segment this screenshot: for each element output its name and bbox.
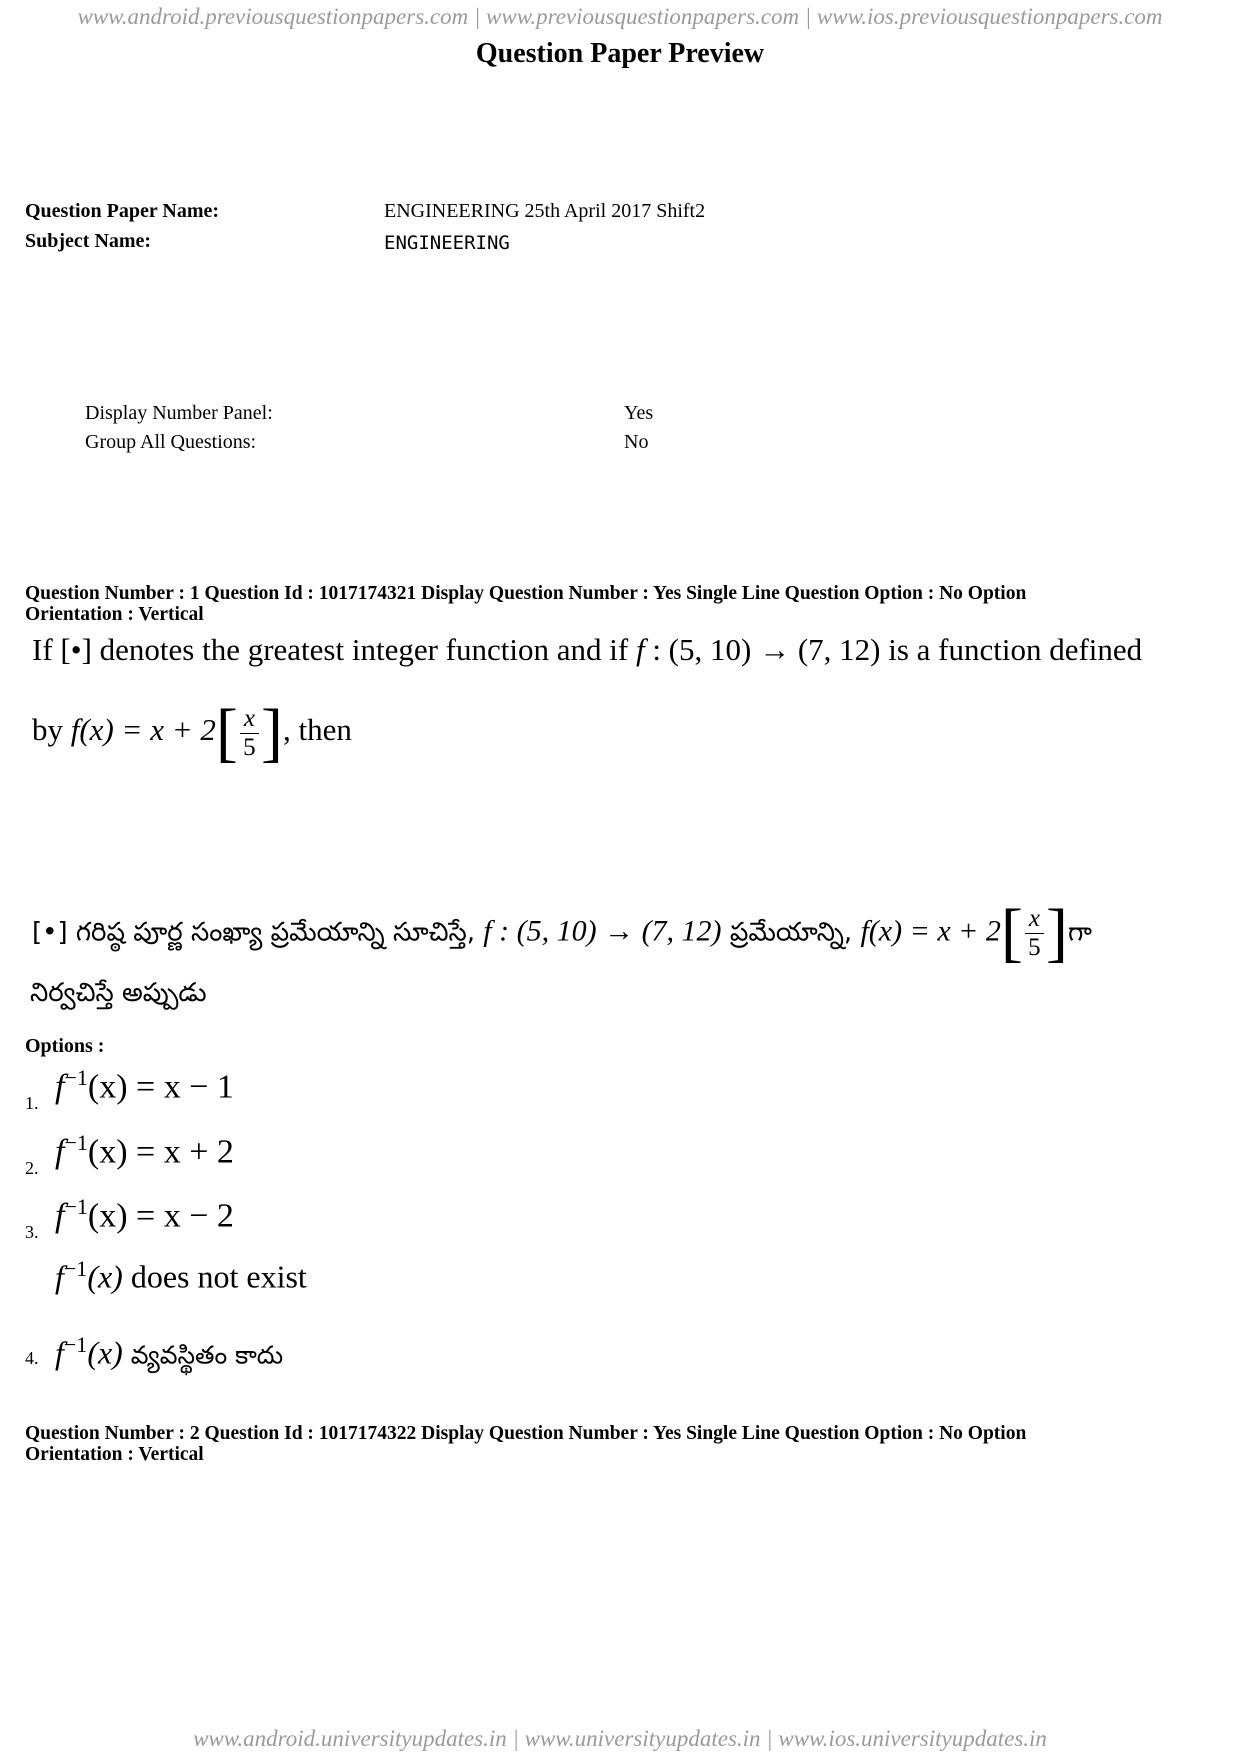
option-4-number: 4. (25, 1348, 39, 1368)
options-label: Options : (25, 1035, 105, 1057)
page-title: Question Paper Preview (475, 38, 765, 69)
q1-func: f (635, 632, 645, 667)
option-4-te-f: f (55, 1334, 64, 1371)
option-2-f: f (55, 1133, 65, 1171)
q1-te-map: f : (5, 10) → (7, 12) (483, 914, 722, 948)
te-right-bracket-icon: ] (1045, 896, 1068, 969)
q1-te-fraction (1025, 905, 1044, 962)
option-1-expr (55, 1065, 234, 1106)
q1-then: , then (282, 712, 352, 748)
left-bracket-icon: [ (215, 696, 238, 769)
option-4-te-rest: (x) (87, 1334, 123, 1371)
option-2-rest: (x) = x + 2 (87, 1133, 234, 1171)
question-1-header-line1: Question Number : 1 Question Id : 1017174321 Display Question Number : Yes Single Line Question Option : No Option (25, 583, 1027, 604)
paper-name-label: Question Paper Name: (25, 200, 220, 222)
question-1-header-line2: Orientation : Vertical (25, 604, 204, 625)
q1-te-part1: [•] గరిష్ఠ పూర్ణ సంఖ్యా ప్రమేయాన్ని సూచిస్తే, (32, 917, 484, 948)
q1-text-part2: is a function defined (880, 632, 1143, 667)
display-panel-label: Display Number Panel: (85, 402, 273, 424)
option-4[interactable] (25, 1256, 525, 1386)
question-1-text-line1 (32, 632, 1142, 668)
q1-fraction (240, 705, 259, 762)
question-2-header-line1: Question Number : 2 Question Id : 1017174322 Display Question Number : Yes Single Line Question Option : No Option (25, 1423, 1027, 1444)
question-2-header (25, 1423, 1215, 1465)
option-2-number: 2. (25, 1158, 39, 1178)
option-2-expr (55, 1130, 234, 1171)
group-questions-label: Group All Questions: (85, 431, 257, 453)
option-3-rest: (x) = x − 2 (87, 1197, 234, 1235)
q1-te-frac-num: x (1025, 905, 1044, 934)
question-1-text-line2 (32, 696, 352, 769)
question-1-header (25, 583, 1215, 625)
option-4-english: does not exist (122, 1258, 307, 1295)
watermark-bottom: www.android.universityupdates.in | www.universityupdates.in | www.ios.universityupdates.in (193, 1726, 1047, 1751)
watermark-top: www.android.previousquestionpapers.com | www.previousquestionpapers.com | www.ios.previousquestionpapers.com (77, 4, 1163, 29)
q1-text-part1: If [•] denotes the greatest integer function and if (32, 632, 636, 667)
option-1-sup: −1 (64, 1065, 88, 1090)
option-3-sup: −1 (64, 1194, 88, 1219)
option-3-expr (55, 1194, 234, 1235)
option-4-te-sup: −1 (63, 1332, 88, 1357)
question-1-telugu-line2: నిర్వచిస్తే అప్పుడు (30, 978, 207, 1008)
subject-name-value: ENGINEERING (384, 232, 510, 254)
question-1-telugu-line1 (32, 896, 1092, 969)
q1-te-ga: గా (1067, 917, 1092, 948)
right-bracket-icon: ] (260, 696, 283, 769)
subject-name-label: Subject Name: (25, 230, 152, 252)
group-questions-value: No (624, 431, 649, 453)
option-4-sup: −1 (63, 1256, 88, 1281)
option-1-rest: (x) = x − 1 (87, 1068, 234, 1106)
q1-map: : (5, 10) → (7, 12) (644, 632, 881, 667)
display-panel-value: Yes (624, 402, 654, 424)
option-4-expr-te (55, 1332, 283, 1377)
option-3-f: f (55, 1197, 65, 1235)
option-4-rest: (x) (87, 1258, 123, 1295)
q1-te-frac-den: 5 (1028, 933, 1041, 961)
te-left-bracket-icon: [ (1000, 896, 1023, 969)
question-2-header-line2: Orientation : Vertical (25, 1444, 204, 1465)
option-4-expr-en (55, 1256, 307, 1296)
q1-te-part2: ప్రమేయాన్ని, (721, 917, 861, 948)
option-4-f: f (55, 1258, 64, 1295)
option-1-f: f (55, 1068, 65, 1106)
option-2-sup: −1 (64, 1130, 88, 1155)
q1-te-def: f(x) = x + 2 (860, 914, 1001, 948)
option-4-telugu: వ్యవస్థితం కాదు (122, 1340, 284, 1370)
option-3-number: 3. (25, 1222, 39, 1242)
q1-frac-num: x (240, 705, 259, 734)
q1-def-lhs: f(x) = x + 2 (70, 712, 216, 748)
paper-name-value: ENGINEERING 25th April 2017 Shift2 (384, 200, 706, 222)
q1-by: by (32, 712, 71, 748)
option-1-number: 1. (25, 1093, 39, 1113)
q1-frac-den: 5 (243, 733, 256, 761)
